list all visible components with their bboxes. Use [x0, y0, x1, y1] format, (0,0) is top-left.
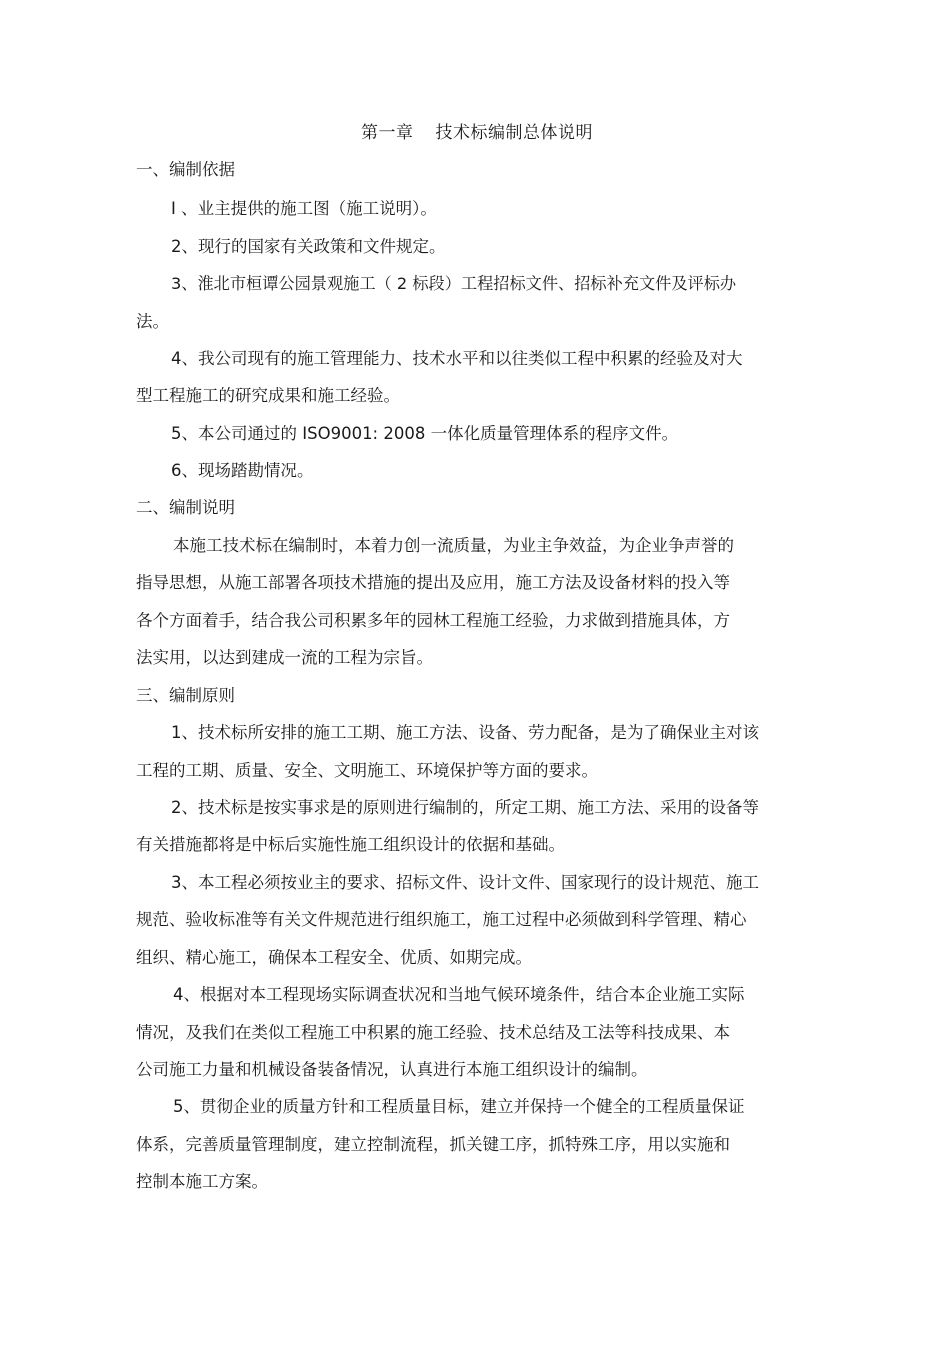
- basis-line-2: 2、现行的国家有关政策和文件规定。: [171, 237, 446, 256]
- principles-line-6: 规范、验收标准等有关文件规范进行组织施工，施工过程中必须做到科学管理、精心: [136, 910, 747, 929]
- principles-line-12: 体系，完善质量管理制度，建立控制流程，抓关键工序，抓特殊工序，用以实施和: [136, 1135, 730, 1154]
- page-title: [361, 122, 593, 144]
- chapter-number: 第一章: [361, 123, 414, 143]
- chapter-title: 技术标编制总体说明: [435, 123, 593, 143]
- basis-line-1: I 、业主提供的施工图（施工说明）。: [171, 199, 437, 218]
- principles-line-4: 有关措施都将是中标后实施性施工组织设计的依据和基础。: [136, 835, 565, 854]
- basis-line-3-cont: 法。: [136, 312, 169, 331]
- principles-line-3: 2、技术标是按实事求是的原则进行编制的，所定工期、施工方法、采用的设备等: [171, 798, 759, 817]
- basis-line-4-cont: 型工程施工的研究成果和施工经验。: [136, 386, 400, 405]
- basis-line-4: 4、我公司现有的施工管理能力、技术水平和以往类似工程中积累的经验及对大: [171, 349, 743, 368]
- basis-line-6: 6、现场踏勘情况。: [171, 461, 314, 480]
- principles-line-8: 4、根据对本工程现场实际调查状况和当地气候环境条件，结合本企业施工实际: [173, 985, 745, 1004]
- description-line-2: 指导思想，从施工部署各项技术措施的提出及应用，施工方法及设备材料的投入等: [136, 573, 730, 592]
- description-line-3: 各个方面着手，结合我公司积累多年的园林工程施工经验，力求做到措施具体，方: [136, 611, 730, 630]
- description-line-4: 法实用，以达到建成一流的工程为宗旨。: [136, 648, 433, 667]
- principles-line-13: 控制本施工方案。: [136, 1172, 268, 1191]
- basis-line-5: 5、本公司通过的 ISO9001: 2008 一体化质量管理体系的程序文件。: [171, 424, 679, 443]
- principles-line-5: 3、本工程必须按业主的要求、招标文件、设计文件、国家现行的设计规范、施工: [171, 873, 759, 892]
- basis-line-3: 3、淮北市桓谭公园景观施工（ 2 标段）工程招标文件、招标补充文件及评标办: [171, 274, 737, 293]
- principles-line-9: 情况，及我们在类似工程施工中积累的施工经验、技术总结及工法等科技成果、本: [136, 1023, 730, 1042]
- principles-line-11: 5、贯彻企业的质量方针和工程质量目标，建立并保持一个健全的工程质量保证: [173, 1097, 745, 1116]
- principles-line-10: 公司施工力量和机械设备装备情况，认真进行本施工组织设计的编制。: [136, 1060, 648, 1079]
- section-heading-principles: 三、编制原则: [136, 686, 235, 705]
- principles-line-7: 组织、精心施工，确保本工程安全、优质、如期完成。: [136, 948, 532, 967]
- description-line-1: 本施工技术标在编制时，本着力创一流质量，为业主争效益，为企业争声誉的: [173, 536, 734, 555]
- section-heading-description: 二、编制说明: [136, 498, 235, 517]
- principles-line-2: 工程的工期、质量、安全、文明施工、环境保护等方面的要求。: [136, 761, 598, 780]
- section-heading-basis: 一、编制依据: [136, 160, 235, 179]
- principles-line-1: 1、技术标所安排的施工工期、施工方法、设备、劳力配备，是为了确保业主对该: [171, 723, 759, 742]
